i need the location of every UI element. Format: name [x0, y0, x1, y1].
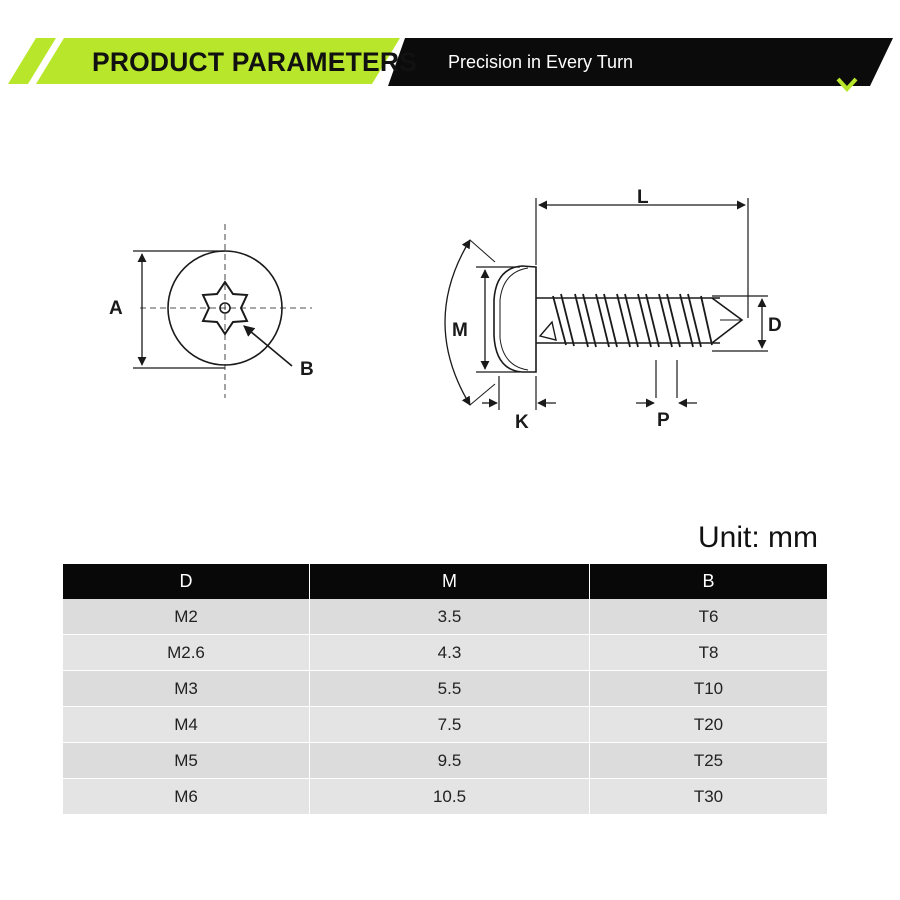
- cell-b: T20: [590, 707, 828, 743]
- page-subtitle: Precision in Every Turn: [448, 52, 634, 72]
- cell-b: T6: [590, 599, 828, 635]
- cell-m: 3.5: [310, 599, 590, 635]
- label-m: M: [452, 320, 468, 341]
- cell-b: T25: [590, 743, 828, 779]
- table-row: [63, 635, 827, 671]
- table-row: [63, 671, 827, 707]
- header-b: B: [590, 564, 828, 599]
- head-view: [133, 224, 312, 398]
- label-k: K: [515, 412, 529, 433]
- cell-b: T30: [590, 779, 828, 815]
- cell-d: M4: [63, 707, 310, 743]
- label-l: L: [637, 187, 649, 208]
- table-header-row: [63, 564, 827, 599]
- cell-b: T10: [590, 671, 828, 707]
- label-p: P: [657, 410, 670, 431]
- cell-d: M3: [63, 671, 310, 707]
- header-m: M: [310, 564, 590, 599]
- side-view: [445, 198, 768, 410]
- cell-d: M5: [63, 743, 310, 779]
- label-a: A: [109, 298, 123, 319]
- cell-m: 4.3: [310, 635, 590, 671]
- cell-d: M2: [63, 599, 310, 635]
- page-title: PRODUCT PARAMETERS: [92, 47, 417, 77]
- thread-crests: [553, 294, 712, 347]
- spec-table: [63, 564, 827, 815]
- label-d: D: [768, 315, 782, 336]
- header-d: D: [63, 564, 310, 599]
- cell-d: M6: [63, 779, 310, 815]
- cell-b: T8: [590, 635, 828, 671]
- table-row: [63, 599, 827, 635]
- leader-line-b: [244, 326, 292, 366]
- label-b: B: [300, 359, 314, 380]
- table-row: [63, 743, 827, 779]
- cell-m: 7.5: [310, 707, 590, 743]
- table-row: [63, 707, 827, 743]
- screw-technical-drawing: [0, 130, 900, 450]
- cell-m: 5.5: [310, 671, 590, 707]
- unit-label: Unit: mm: [698, 521, 818, 554]
- cell-m: 10.5: [310, 779, 590, 815]
- cell-d: M2.6: [63, 635, 310, 671]
- cell-m: 9.5: [310, 743, 590, 779]
- table-row: [63, 779, 827, 815]
